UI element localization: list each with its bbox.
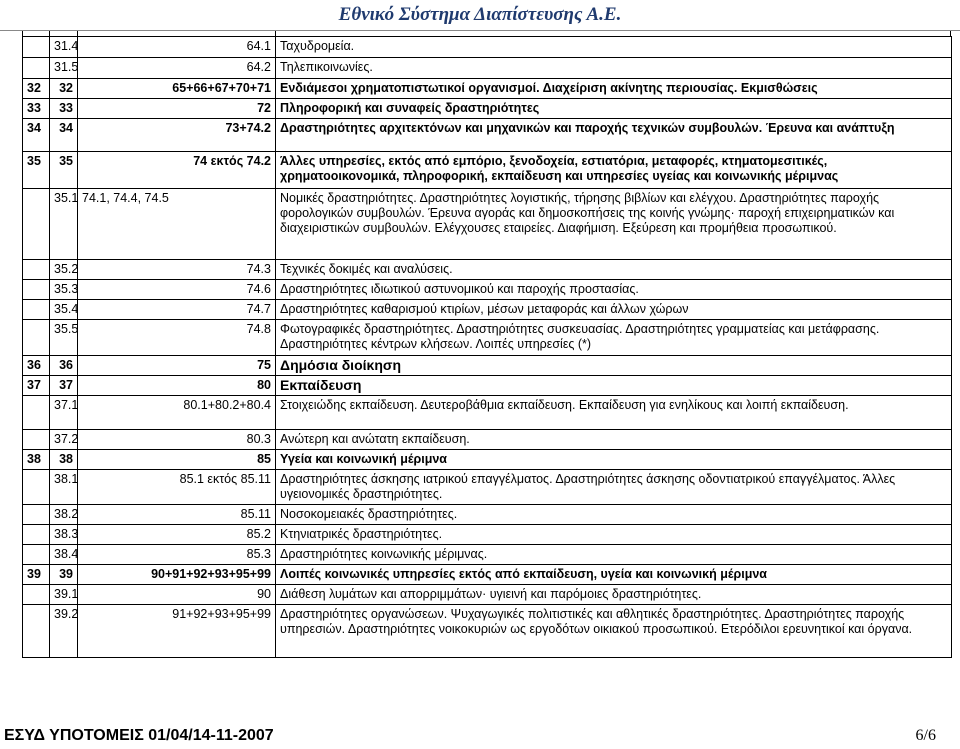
description: Υγεία και κοινωνική μέριμνα — [276, 450, 952, 470]
group-code: 34 — [23, 119, 50, 152]
nace-code: 74.3 — [78, 260, 276, 280]
table-row — [23, 300, 952, 320]
nace-code: 65+66+67+70+71 — [78, 79, 276, 99]
nace-code: 85 — [78, 450, 276, 470]
table-row — [23, 450, 952, 470]
subgroup-code: 32 — [50, 79, 78, 99]
footer-page-number: 6/6 — [915, 727, 936, 744]
nace-code: 74.1, 74.4, 74.5 — [78, 189, 276, 260]
table-row — [23, 525, 952, 545]
description: Ανώτερη και ανώτατη εκπαίδευση. — [276, 430, 952, 450]
description: Λοιπές κοινωνικές υπηρεσίες εκτός από εκπαίδευση, υγεία και κοινωνική μέριμνα — [276, 565, 952, 585]
table-row — [23, 585, 952, 605]
page-header-title: Εθνικό Σύστημα Διαπίστευσης Α.Ε. — [338, 4, 622, 25]
nace-code: 74.6 — [78, 280, 276, 300]
subgroup-code: 34 — [50, 119, 78, 152]
footer-document-id: ΕΣΥΔ ΥΠΟΤΟΜΕΙΣ 01/04/14-11-2007 — [4, 727, 274, 744]
description: Πληροφορική και συναφείς δραστηριότητες — [276, 99, 952, 119]
subgroup-code: 31.5 — [50, 58, 78, 79]
nace-code: 85.1 εκτός 85.11 — [78, 470, 276, 505]
table-row — [23, 396, 952, 430]
description: Δραστηριότητες οργανώσεων. Ψυχαγωγικές πολιτιστικές και αθλητικές δραστηριότητες. Δραστηριότητες παροχής υπηρεσιών. Δραστηριότητες νοικοκυριών ως εργοδότων οικιακού προσωπικού. Ετερόδιλοι ερευνητικοί και όργανα. — [276, 605, 952, 658]
group-code: 38 — [23, 450, 50, 470]
subgroup-code: 37 — [50, 376, 78, 396]
description: Στοιχειώδης εκπαίδευση. Δευτεροβάθμια εκπαίδευση. Εκπαίδευση για ενηλίκους και λοιπή εκπαίδευση. — [276, 396, 952, 430]
group-code — [23, 505, 50, 525]
description: Νομικές δραστηριότητες. Δραστηριότητες λογιστικής, τήρησης βιβλίων και ελέγχου. Δραστηριότητες παροχής φορολογικών συμβουλών. Έρευνα αγοράς και δημοσκοπήσεις της κοινής γνώμης· παροχή επιχειρηματικών και διαχειριστικών συμβουλών. Ελέγχουσες εταιρείες. Διαφήμιση. Εξεύρεση και προμήθεια προσωπικού. — [276, 189, 952, 260]
subgroup-code: 35 — [50, 152, 78, 189]
subgroup-code: 36 — [50, 356, 78, 376]
subgroup-code: 38.2 — [50, 505, 78, 525]
subgroup-code: 35.3 — [50, 280, 78, 300]
group-code — [23, 525, 50, 545]
table-row — [23, 79, 952, 99]
table-row — [23, 37, 952, 58]
group-code — [23, 189, 50, 260]
subgroup-code: 38.3 — [50, 525, 78, 545]
header-rule — [0, 30, 960, 31]
table-row — [23, 58, 952, 79]
nace-code: 80 — [78, 376, 276, 396]
table-row — [23, 356, 952, 376]
table-row — [23, 99, 952, 119]
subgroup-code: 35.1 — [50, 189, 78, 260]
description: Δραστηριότητες άσκησης ιατρικού επαγγέλματος. Δραστηριότητες άσκησης οδοντιατρικού επαγγέλματος. Άλλες υγειονομικές δραστηριότητες. — [276, 470, 952, 505]
table-row — [23, 260, 952, 280]
sector-table — [22, 36, 952, 658]
description: Δημόσια διοίκηση — [276, 356, 952, 376]
subgroup-code: 35.2 — [50, 260, 78, 280]
subgroup-code: 38.4 — [50, 545, 78, 565]
subgroup-code: 39.2 — [50, 605, 78, 658]
description: Δραστηριότητες καθαρισμού κτιρίων, μέσων μεταφοράς και άλλων χώρων — [276, 300, 952, 320]
table-row — [23, 430, 952, 450]
subgroup-code: 35.5 — [50, 320, 78, 356]
group-code: 35 — [23, 152, 50, 189]
subgroup-code: 31.4 — [50, 37, 78, 58]
nace-code: 85.3 — [78, 545, 276, 565]
subgroup-code: 37.1 — [50, 396, 78, 430]
group-code — [23, 280, 50, 300]
group-code — [23, 470, 50, 505]
table-row — [23, 119, 952, 152]
description: Διάθεση λυμάτων και απορριμμάτων· υγιεινή και παρόμοιες δραστηριότητες. — [276, 585, 952, 605]
nace-code: 85.2 — [78, 525, 276, 545]
nace-code: 73+74.2 — [78, 119, 276, 152]
group-code — [23, 605, 50, 658]
group-code: 32 — [23, 79, 50, 99]
nace-code: 74.8 — [78, 320, 276, 356]
group-code: 37 — [23, 376, 50, 396]
table-row — [23, 605, 952, 658]
nace-code: 80.1+80.2+80.4 — [78, 396, 276, 430]
nace-code: 85.11 — [78, 505, 276, 525]
description: Εκπαίδευση — [276, 376, 952, 396]
group-code — [23, 545, 50, 565]
subgroup-code: 39 — [50, 565, 78, 585]
group-code — [23, 585, 50, 605]
table-row — [23, 280, 952, 300]
description: Δραστηριότητες ιδιωτικού αστυνομικού και παροχής προστασίας. — [276, 280, 952, 300]
group-code — [23, 320, 50, 356]
description: Νοσοκομειακές δραστηριότητες. — [276, 505, 952, 525]
nace-code: 74 εκτός 74.2 — [78, 152, 276, 189]
nace-code: 90 — [78, 585, 276, 605]
table-row — [23, 376, 952, 396]
group-code — [23, 300, 50, 320]
nace-code: 80.3 — [78, 430, 276, 450]
table-row — [23, 565, 952, 585]
table-row — [23, 470, 952, 505]
nace-code: 64.1 — [78, 37, 276, 58]
subgroup-code: 38.1 — [50, 470, 78, 505]
description: Άλλες υπηρεσίες, εκτός από εμπόριο, ξενοδοχεία, εστιατόρια, μεταφορές, κτηματομεσιτικές, χρηματοοικονομικά, πληροφορική, εκπαίδευση και υπηρεσίες υγείας και κοινωνικής μέριμνας — [276, 152, 952, 189]
nace-code: 91+92+93+95+99 — [78, 605, 276, 658]
nace-code: 75 — [78, 356, 276, 376]
table-row — [23, 189, 952, 260]
group-code: 39 — [23, 565, 50, 585]
nace-code: 90+91+92+93+95+99 — [78, 565, 276, 585]
table-row — [23, 152, 952, 189]
group-code: 33 — [23, 99, 50, 119]
subgroup-code: 35.4 — [50, 300, 78, 320]
description: Τεχνικές δοκιμές και αναλύσεις. — [276, 260, 952, 280]
description: Κτηνιατρικές δραστηριότητες. — [276, 525, 952, 545]
description: Ενδιάμεσοι χρηματοπιστωτικοί οργανισμοί. Διαχείριση ακίνητης περιουσίας. Εκμισθώσεις — [276, 79, 952, 99]
subgroup-code: 33 — [50, 99, 78, 119]
table-row — [23, 545, 952, 565]
table-row — [23, 320, 952, 356]
subgroup-code: 38 — [50, 450, 78, 470]
table-row — [23, 505, 952, 525]
description: Τηλεπικοινωνίες. — [276, 58, 952, 79]
description: Ταχυδρομεία. — [276, 37, 952, 58]
subgroup-code: 37.2 — [50, 430, 78, 450]
group-code — [23, 430, 50, 450]
group-code — [23, 58, 50, 79]
nace-code: 72 — [78, 99, 276, 119]
subgroup-code: 39.1 — [50, 585, 78, 605]
nace-code: 74.7 — [78, 300, 276, 320]
nace-code: 64.2 — [78, 58, 276, 79]
group-code — [23, 37, 50, 58]
description: Φωτογραφικές δραστηριότητες. Δραστηριότητες συσκευασίας. Δραστηριότητες γραμματείας και μετάφρασης. Δραστηριότητες κέντρων κλήσεων. Λοιπές υπηρεσίες (*) — [276, 320, 952, 356]
description: Δραστηριότητες κοινωνικής μέριμνας. — [276, 545, 952, 565]
group-code — [23, 260, 50, 280]
group-code — [23, 396, 50, 430]
group-code: 36 — [23, 356, 50, 376]
description: Δραστηριότητες αρχιτεκτόνων και μηχανικών και παροχής τεχνικών συμβουλών. Έρευνα και ανάπτυξη — [276, 119, 952, 152]
